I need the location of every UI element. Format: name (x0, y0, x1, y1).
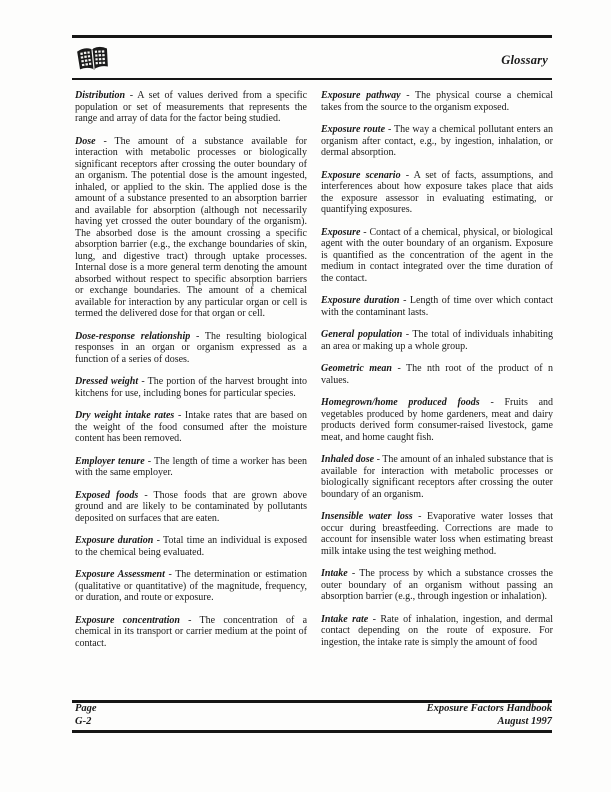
glossary-definition: - Intake rates that are based on the weight of the food consumed after the moisture content has been removed. (75, 410, 307, 444)
glossary-entry (321, 124, 553, 159)
header-bottom-rule (72, 78, 552, 80)
glossary-entry (321, 90, 553, 113)
glossary-term: Geometric mean (321, 363, 392, 374)
glossary-entry (75, 376, 307, 399)
glossary-term: Intake rate (321, 613, 369, 625)
glossary-entry (321, 568, 553, 603)
glossary-term: Dose (75, 135, 96, 147)
glossary-term: Inhaled dose (321, 454, 375, 465)
glossary-definition: - Contact of a chemical, physical, or biological agent with the outer boundary of an organism. Exposure is quantified as the concentration of the agent in the medium in contact integrated over the time duration of the contact. (321, 226, 554, 284)
glossary-entry (321, 295, 553, 318)
glossary-entry (75, 331, 307, 366)
glossary-definition: - Evaporative water losses that occur during breastfeeding. Corrections are made to account for insensible water loss when estimating breast milk intake using the test weighing method. (321, 511, 553, 557)
footer-page-number: G-2 (75, 715, 92, 727)
header-title: Glossary (501, 53, 548, 67)
glossary-entry (321, 227, 553, 285)
glossary-entry (75, 456, 307, 479)
glossary-definition: - Total time an individual is exposed to the chemical being evaluated. (75, 535, 308, 558)
glossary-term: Exposed foods (75, 489, 139, 501)
glossary-columns (75, 90, 553, 660)
glossary-term: Insensible water loss (321, 511, 413, 522)
glossary-term: Exposure concentration (75, 614, 180, 626)
glossary-definition: - The amount of a substance available for interaction with metabolic processes or biologically significant receptors after crossing the outer boundary of an organism. The potential dose is the amount ingested, inhaled, or applied to the skin. The applied dose is the amount of a substance presented to an absorption barrier and available for absorption (although not necessarily having yet crossed the outer boundary of the organism). The absorbed dose is the amount crossing a specific absorption barrier (e.g., the exchange boundaries of skin, lung, and digestive tract) through uptake processes. Internal dose is a more general term denoting the amount absorbed without respect to specific absorption barriers or exchange boundaries. The amount of a chemical available for interaction by any particular organ or cell is termed the delivered dose for that organ or cell. (75, 135, 307, 319)
glossary-term: Exposure pathway (321, 90, 401, 101)
glossary-entry (75, 410, 307, 445)
glossary-term: Exposure scenario (321, 169, 401, 181)
column-left (75, 90, 307, 660)
glossary-definition: - The nth root of the product of n values. (321, 363, 554, 386)
glossary-definition: - Fruits and vegetables produced by home gardeners, meat and dairy products derived form consumer-raised livestock, game meat, and home caught fish. (321, 397, 554, 443)
footer-date: August 1997 (497, 715, 552, 727)
glossary-definition: - Rate of inhalation, ingestion, and dermal contact depending on the route of exposure. For ingestion, the intake rate is simply the amount of food (321, 613, 553, 648)
glossary-term: Exposure duration (75, 535, 154, 546)
glossary-definition: - The resulting biological responses in an organ or organism expressed as a function of a series of doses. (75, 330, 308, 365)
footer-right (427, 703, 552, 728)
glossary-term: Intake (321, 568, 348, 579)
glossary-entry (321, 454, 553, 500)
glossary-term: Dressed weight (75, 376, 139, 387)
glossary-entry (75, 615, 307, 650)
glossary-definition: - A set of facts, assumptions, and interferences about how exposure takes place that aids the exposure assessor in evaluating estimating, or quantifying exposures. (321, 169, 554, 215)
glossary-entry (321, 614, 553, 649)
glossary-definition: - The amount of an inhaled substance that is available for interaction with metabolic processes or biologically significant receptors after crossing the outer boundary of an organism. (321, 454, 553, 500)
column-right (321, 90, 553, 660)
glossary-entry (75, 569, 307, 604)
glossary-term: Exposure duration (321, 295, 400, 306)
glossary-entry (75, 136, 307, 320)
glossary-definition: - The determination or estimation (qualitative or quantitative) of the magnitude, frequency, or duration, and route or exposure. (75, 569, 307, 603)
glossary-definition: - The way a chemical pollutant enters an organism after contact, e.g., by ingestion, inhalation, or dermal absorption. (321, 124, 553, 158)
glossary-definition: - The physical course a chemical takes from the source to the organism exposed. (321, 90, 554, 113)
glossary-definition: - A set of values derived from a specific population or set of measurements that represents the range and array of data for the factor being studied. (75, 90, 308, 124)
glossary-term: Employer tenure (75, 455, 145, 467)
footer-page-label: Page (75, 703, 97, 714)
glossary-term: Exposure (321, 226, 361, 238)
glossary-entry (75, 490, 307, 525)
glossary-entry (321, 511, 553, 557)
glossary-term: Distribution (75, 90, 126, 101)
header-top-rule (72, 35, 552, 38)
glossary-definition: - The concentration of a chemical in its transport or carrier medium at the point of contact. (75, 614, 308, 649)
glossary-definition: - The length of time a worker has been with the same employer. (75, 455, 308, 478)
glossary-definition: - The portion of the harvest brought into kitchens for use, including bones for particular species. (75, 376, 308, 399)
glossary-definition: - Those foods that are grown above ground and are likely to be contaminated by pollutants deposited on surfaces that are eaten. (75, 489, 307, 524)
open-book-stamp-icon (75, 44, 111, 74)
footer-bottom-rule (72, 730, 552, 733)
glossary-term: Dry weight intake rates (75, 410, 175, 421)
glossary-term: Dose-response relationship (75, 330, 191, 342)
glossary-entry (321, 363, 553, 386)
glossary-definition: - The process by which a substance crosses the outer boundary of an organism without passing an absorption barrier (e.g., through ingestion or inhalation). (321, 568, 553, 602)
footer-left (75, 703, 97, 728)
glossary-definition: - The total of individuals inhabiting an area or making up a whole group. (321, 329, 554, 352)
glossary-entry (321, 170, 553, 216)
glossary-term: Homegrown/home produced foods (321, 397, 480, 408)
glossary-term: Exposure route (321, 124, 386, 135)
glossary-definition: - Length of time over which contact with the contaminant lasts. (321, 295, 553, 318)
glossary-term: General population (321, 329, 403, 340)
glossary-entry (321, 329, 553, 352)
glossary-entry (75, 535, 307, 558)
glossary-term: Exposure Assessment (75, 569, 165, 580)
glossary-entry (321, 397, 553, 443)
footer-handbook-title: Exposure Factors Handbook (426, 703, 552, 714)
glossary-entry (75, 90, 307, 125)
